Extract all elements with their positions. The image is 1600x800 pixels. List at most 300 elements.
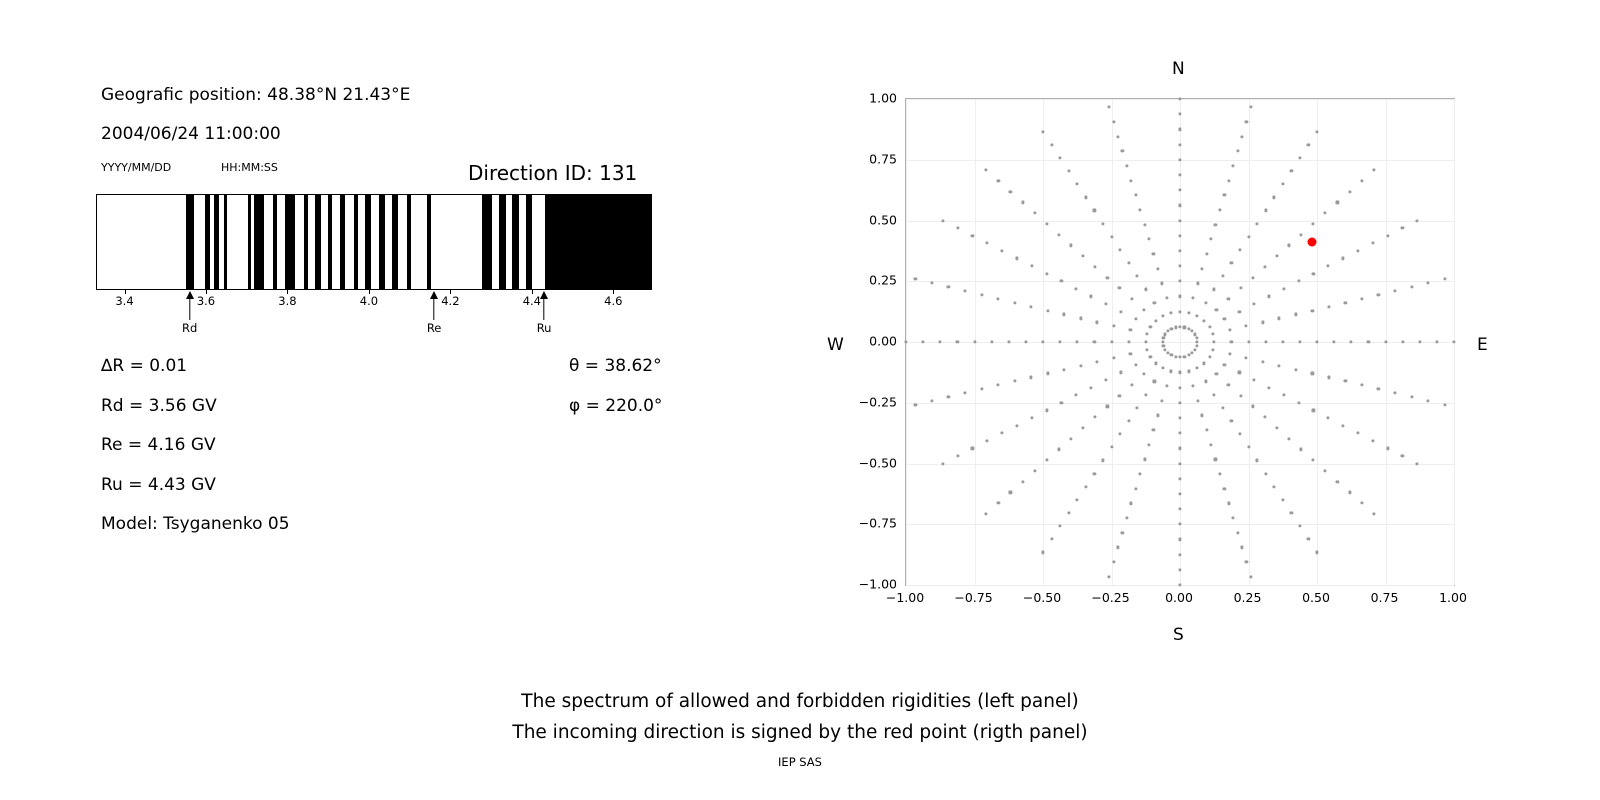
direction-dot xyxy=(1247,446,1250,449)
caption-line-2: The incoming direction is signed by the red point (rigth panel) xyxy=(512,722,1088,743)
direction-dot xyxy=(941,219,944,222)
direction-dot xyxy=(914,278,917,281)
direction-dot xyxy=(1164,333,1167,336)
direction-dot xyxy=(1178,416,1181,419)
caption-line-1: The spectrum of allowed and forbidden rigidities (left panel) xyxy=(521,691,1079,712)
direction-dot xyxy=(1110,340,1113,343)
direction-dot xyxy=(1290,511,1293,514)
direction-dot xyxy=(1013,380,1016,383)
direction-dot xyxy=(1021,201,1024,204)
direction-dot xyxy=(930,281,933,284)
direction-dot xyxy=(1307,538,1310,541)
axis-tick-label: 4.2 xyxy=(441,294,460,308)
direction-dot xyxy=(1161,314,1164,317)
direction-dot xyxy=(1281,498,1284,501)
direction-dot xyxy=(1342,424,1345,427)
direction-dot xyxy=(1208,325,1211,328)
direction-dot xyxy=(947,285,950,288)
x-axis-tick-label: −0.25 xyxy=(1091,590,1130,605)
y-axis-tick-label: 0.75 xyxy=(869,151,897,167)
direction-dot xyxy=(1067,511,1070,514)
direction-dot xyxy=(1299,233,1302,236)
direction-dot xyxy=(1218,208,1221,211)
direction-dot xyxy=(1127,419,1130,422)
left-panel xyxy=(0,0,800,660)
direction-dot xyxy=(1094,416,1097,419)
direction-dot xyxy=(1009,491,1012,494)
direction-dot xyxy=(1075,394,1078,397)
direction-dot xyxy=(1393,289,1396,292)
compass-label-east: E xyxy=(1477,335,1488,355)
direction-dot xyxy=(941,462,944,465)
direction-dot xyxy=(1076,498,1079,501)
direction-dot xyxy=(1201,414,1204,417)
direction-dot xyxy=(1211,348,1214,351)
direction-dot xyxy=(1367,340,1370,343)
direction-dot xyxy=(1299,448,1302,451)
direction-dot xyxy=(1416,462,1419,465)
direction-dot xyxy=(1238,432,1241,435)
direction-dot xyxy=(1059,340,1062,343)
direction-dot xyxy=(1227,383,1230,386)
direction-dot xyxy=(1165,384,1168,387)
forbidden-band xyxy=(273,195,277,289)
marker-label: Re xyxy=(426,321,442,335)
y-axis-tick-label: −0.25 xyxy=(858,394,897,410)
date-format-hint: YYYY/MM/DD xyxy=(101,161,172,174)
direction-dot xyxy=(1149,356,1152,359)
direction-dot xyxy=(1312,409,1315,412)
direction-dot xyxy=(1033,469,1036,472)
direction-dot xyxy=(1245,356,1248,359)
direction-dot xyxy=(956,340,959,343)
forbidden-band xyxy=(254,195,264,289)
direction-dot xyxy=(1147,443,1150,446)
direction-dot xyxy=(1267,386,1270,389)
direction-dot xyxy=(1372,169,1375,172)
direction-dot xyxy=(1312,222,1315,225)
direction-dot xyxy=(1118,432,1121,435)
direction-dot xyxy=(1076,340,1079,343)
direction-id-text: Direction ID: 131 xyxy=(468,161,638,185)
direction-dot xyxy=(1060,401,1063,404)
direction-dot xyxy=(1261,360,1264,363)
direction-dot xyxy=(1247,235,1250,238)
direction-dot xyxy=(1307,143,1310,146)
direction-dot xyxy=(1324,469,1327,472)
direction-dot xyxy=(956,454,959,457)
direction-dot xyxy=(939,340,942,343)
direction-dot xyxy=(1144,288,1147,291)
direction-dot xyxy=(1290,169,1293,172)
axis-tick-label: 3.6 xyxy=(196,294,216,308)
direction-dot xyxy=(1178,249,1181,252)
direction-dot xyxy=(1232,516,1235,519)
direction-dot xyxy=(1178,477,1181,480)
direction-dot xyxy=(1134,363,1137,366)
direction-dot xyxy=(1127,340,1130,343)
direction-dot xyxy=(1377,293,1380,296)
x-axis-tick-label: 1.00 xyxy=(1439,590,1467,605)
y-axis-tick-label: −0.50 xyxy=(858,455,897,470)
direction-dot xyxy=(1377,388,1380,391)
direction-dot xyxy=(1294,313,1297,316)
direction-dot xyxy=(1213,340,1216,343)
stat-theta: θ = 38.62° xyxy=(569,356,662,376)
rigidity-spectrum-chart xyxy=(96,194,652,290)
direction-dot xyxy=(1245,325,1248,328)
direction-dot xyxy=(1118,287,1121,290)
direction-dot xyxy=(1267,295,1270,298)
direction-dot xyxy=(1193,348,1196,351)
direction-dot xyxy=(1327,376,1330,379)
direction-dot xyxy=(1223,318,1226,321)
direction-dot xyxy=(1096,360,1099,363)
direction-dot xyxy=(1278,364,1281,367)
direction-dot xyxy=(1275,426,1278,429)
direction-dot xyxy=(1149,325,1152,328)
y-axis-tick-label: 0.50 xyxy=(869,212,897,227)
direction-dot xyxy=(1372,512,1375,515)
direction-dot xyxy=(1046,309,1049,312)
direction-dot xyxy=(1278,317,1281,320)
direction-dot xyxy=(1060,280,1063,283)
direction-dot xyxy=(1063,313,1066,316)
direction-dot xyxy=(1360,384,1363,387)
direction-dot xyxy=(1059,525,1062,528)
direction-dot xyxy=(1178,280,1181,283)
direction-dot xyxy=(1195,344,1198,347)
direction-dot xyxy=(1336,201,1339,204)
direction-dot xyxy=(1118,394,1121,397)
direction-dot xyxy=(1356,432,1359,435)
direction-dot xyxy=(1255,222,1258,225)
stat-phi: φ = 220.0° xyxy=(569,396,663,416)
direction-dot xyxy=(1452,340,1455,343)
direction-dot xyxy=(1360,501,1363,504)
direction-dot xyxy=(1196,367,1199,370)
direction-dot xyxy=(1371,439,1374,442)
direction-dot xyxy=(1230,340,1233,343)
direction-dot xyxy=(1041,340,1044,343)
direction-dot xyxy=(1089,295,1092,298)
direction-dot xyxy=(1112,356,1115,359)
forbidden-band xyxy=(205,195,209,289)
direction-dot xyxy=(1104,302,1107,305)
direction-dot xyxy=(1130,383,1133,386)
forbidden-band xyxy=(512,195,519,289)
direction-dot xyxy=(1144,393,1147,396)
direction-dot xyxy=(1348,491,1351,494)
forbidden-band xyxy=(407,195,411,289)
direction-dot xyxy=(1187,370,1190,373)
axis-tick-label: 3.4 xyxy=(115,294,134,308)
direction-dot xyxy=(1178,507,1181,510)
direction-dot xyxy=(1139,208,1142,211)
direction-dot xyxy=(1030,305,1033,308)
compass-label-north: N xyxy=(1172,59,1185,79)
direction-dot xyxy=(1192,384,1195,387)
x-axis-tick-label: 0.75 xyxy=(1370,590,1399,605)
arrow-up-icon xyxy=(186,291,194,299)
direction-dot xyxy=(1401,454,1404,457)
direction-dot xyxy=(1143,223,1146,226)
direction-dot xyxy=(1178,356,1181,359)
direction-dot xyxy=(1112,120,1115,123)
forbidden-band xyxy=(248,195,252,289)
direction-dot xyxy=(1030,376,1033,379)
direction-dot xyxy=(1110,235,1113,238)
direction-dot xyxy=(1236,531,1239,534)
direction-dot xyxy=(1125,516,1128,519)
x-axis-tick-label: 0.25 xyxy=(1233,590,1262,605)
direction-dot xyxy=(1273,196,1276,199)
forbidden-band xyxy=(392,195,398,289)
direction-dot xyxy=(1294,368,1297,371)
direction-dot xyxy=(1107,575,1110,578)
direction-dot xyxy=(1333,340,1336,343)
direction-dot xyxy=(1214,223,1217,226)
direction-dot xyxy=(1263,416,1266,419)
direction-dot xyxy=(1401,340,1404,343)
arrow-up-icon xyxy=(430,291,438,299)
direction-dot xyxy=(1178,264,1181,267)
direction-dot xyxy=(1178,568,1181,571)
direction-dot xyxy=(1075,287,1078,290)
direction-dot xyxy=(1240,135,1243,138)
direction-dot xyxy=(1203,319,1206,322)
direction-dot xyxy=(1251,276,1254,279)
forbidden-band xyxy=(365,195,371,289)
direction-dot xyxy=(1261,321,1264,324)
direction-dot xyxy=(1401,227,1404,230)
x-axis-tick-label: −1.00 xyxy=(885,590,925,605)
direction-dot xyxy=(1227,179,1230,182)
direction-dot xyxy=(986,242,989,245)
direction-dot xyxy=(1106,276,1109,279)
direction-dot xyxy=(986,439,989,442)
direction-dot xyxy=(1298,525,1301,528)
direction-dot xyxy=(1045,272,1048,275)
forbidden-band xyxy=(482,195,493,289)
direction-dot xyxy=(1187,311,1190,314)
direction-dot xyxy=(985,169,988,172)
direction-dot xyxy=(1273,485,1276,488)
forbidden-band xyxy=(186,195,194,289)
direction-dot xyxy=(1063,368,1066,371)
direction-dot xyxy=(1282,394,1285,397)
direction-dot xyxy=(1041,130,1044,133)
direction-dot xyxy=(1427,281,1430,284)
direction-dot xyxy=(1129,329,1132,332)
direction-dot xyxy=(1015,424,1018,427)
direction-dot xyxy=(1130,502,1133,505)
direction-dot xyxy=(1030,416,1033,419)
forbidden-band xyxy=(285,195,295,289)
forbidden-band xyxy=(526,195,532,289)
direction-dot xyxy=(1356,249,1359,252)
direction-dot xyxy=(980,293,983,296)
direction-dot xyxy=(1118,248,1121,251)
direction-dot xyxy=(1106,405,1109,408)
direction-dot xyxy=(1282,287,1285,290)
direction-dot xyxy=(1350,340,1353,343)
direction-dot xyxy=(1223,363,1226,366)
direction-dot xyxy=(1196,340,1199,343)
direction-dot xyxy=(1221,275,1224,278)
direction-dot xyxy=(1228,329,1231,332)
direction-dot xyxy=(1178,310,1181,313)
direction-dot xyxy=(1045,222,1048,225)
direction-dot xyxy=(1336,480,1339,483)
axis-tick-label: 4.4 xyxy=(522,294,542,308)
direction-dot xyxy=(1238,371,1241,374)
direction-dot xyxy=(1204,380,1207,383)
direction-dot xyxy=(1238,310,1241,313)
direction-dot xyxy=(985,512,988,515)
direction-dot xyxy=(1057,448,1060,451)
direction-dot xyxy=(1069,244,1072,247)
direction-dot xyxy=(1232,164,1235,167)
direction-dot xyxy=(1191,351,1194,354)
direction-dot xyxy=(1221,406,1224,409)
forbidden-band xyxy=(224,195,228,289)
direction-dot xyxy=(1205,252,1208,255)
direction-dot xyxy=(1013,301,1016,304)
direction-dot xyxy=(1178,462,1181,465)
direction-dot xyxy=(1183,326,1186,329)
direction-dot xyxy=(1134,194,1137,197)
direction-dot xyxy=(1239,287,1242,290)
direction-dot xyxy=(1344,380,1347,383)
forbidden-band xyxy=(427,195,431,289)
direction-dot xyxy=(1196,282,1199,285)
direction-dot xyxy=(963,392,966,395)
direction-dot xyxy=(1263,265,1266,268)
y-axis-tick-label: 0.00 xyxy=(869,333,897,349)
rigidity-axis xyxy=(96,290,652,308)
direction-dot xyxy=(1315,130,1318,133)
direction-dot xyxy=(1127,261,1130,264)
direction-dot xyxy=(1211,333,1214,336)
direction-dot xyxy=(1094,265,1097,268)
direction-dot xyxy=(1153,380,1156,383)
datetime-text: 2004/06/24 11:00:00 xyxy=(101,124,281,144)
direction-dot xyxy=(956,227,959,230)
direction-dot xyxy=(1443,403,1446,406)
direction-dot xyxy=(1045,459,1048,462)
direction-dot xyxy=(1129,352,1132,355)
direction-dot xyxy=(1178,447,1181,450)
direction-dot xyxy=(1021,480,1024,483)
direction-dot xyxy=(1067,169,1070,172)
direction-dot xyxy=(1121,531,1124,534)
forbidden-band xyxy=(328,195,332,289)
direction-dot xyxy=(1344,301,1347,304)
direction-dot xyxy=(1007,340,1010,343)
direction-dot xyxy=(1145,333,1148,336)
marker-label: Ru xyxy=(536,321,552,335)
direction-dot xyxy=(1297,280,1300,283)
y-axis-tick-label: −1.00 xyxy=(858,576,897,592)
direction-dot xyxy=(1360,179,1363,182)
direction-dot xyxy=(1178,189,1181,192)
direction-dot xyxy=(1240,546,1243,549)
direction-dot xyxy=(1178,204,1181,207)
direction-dot xyxy=(1156,267,1159,270)
direction-dot xyxy=(1410,395,1413,398)
x-axis-tick-label: 0.50 xyxy=(1302,590,1330,605)
direction-dot xyxy=(1281,183,1284,186)
direction-dot xyxy=(1281,340,1284,343)
direction-dot xyxy=(1183,355,1186,358)
direction-dot xyxy=(1187,354,1190,357)
stat-delta-r: ∆R = 0.01 xyxy=(101,356,188,376)
direction-dot xyxy=(1192,296,1195,299)
forbidden-band xyxy=(545,195,651,289)
geographic-position-text: Geografic position: 48.38°N 21.43°E xyxy=(101,85,411,105)
direction-dot xyxy=(1227,297,1230,300)
direction-dot xyxy=(1161,282,1164,285)
direction-dot xyxy=(1119,310,1122,313)
direction-dot xyxy=(1178,401,1181,404)
direction-dot xyxy=(1178,158,1181,161)
direction-dot xyxy=(1178,583,1181,586)
direction-dot xyxy=(1084,196,1087,199)
direction-dot xyxy=(1089,386,1092,389)
direction-dot xyxy=(1079,317,1082,320)
direction-dot xyxy=(1223,487,1226,490)
direction-dot xyxy=(973,340,976,343)
direction-dot xyxy=(1178,173,1181,176)
x-axis-tick-label: 0.00 xyxy=(1165,590,1193,605)
direction-dot xyxy=(1230,261,1233,264)
direction-dot xyxy=(1215,308,1218,311)
direction-dot xyxy=(1009,190,1012,193)
direction-dot xyxy=(1342,257,1345,260)
direction-dot xyxy=(1311,372,1314,375)
x-axis-tick-label: −0.50 xyxy=(1022,590,1062,605)
direction-dot xyxy=(1178,234,1181,237)
direction-dot xyxy=(1116,546,1119,549)
direction-dot xyxy=(1418,340,1421,343)
direction-dot xyxy=(1045,409,1048,412)
direction-dot xyxy=(1110,446,1113,449)
axis-tick-label: 3.8 xyxy=(278,294,297,308)
forbidden-band xyxy=(499,195,506,289)
x-axis-tick-label: −0.75 xyxy=(954,590,993,605)
direction-dot xyxy=(1371,242,1374,245)
direction-dot xyxy=(1297,401,1300,404)
direction-dot xyxy=(1255,459,1258,462)
stat-rd: Rd = 3.56 GV xyxy=(101,396,217,416)
axis-tick-label: 4.6 xyxy=(604,294,623,308)
direction-dot xyxy=(1435,340,1438,343)
direction-dot xyxy=(1112,325,1115,328)
direction-dot xyxy=(1050,538,1053,541)
compass-label-west: W xyxy=(827,335,844,355)
direction-dot xyxy=(1165,296,1168,299)
direction-dot xyxy=(1121,150,1124,153)
direction-dot xyxy=(1162,336,1165,339)
direction-dot xyxy=(1298,340,1301,343)
direction-dot xyxy=(1384,340,1387,343)
direction-dot xyxy=(1082,254,1085,257)
direction-dot xyxy=(1360,297,1363,300)
direction-dot xyxy=(1178,371,1181,374)
arrow-up-icon xyxy=(540,291,548,299)
forbidden-band xyxy=(214,195,219,289)
